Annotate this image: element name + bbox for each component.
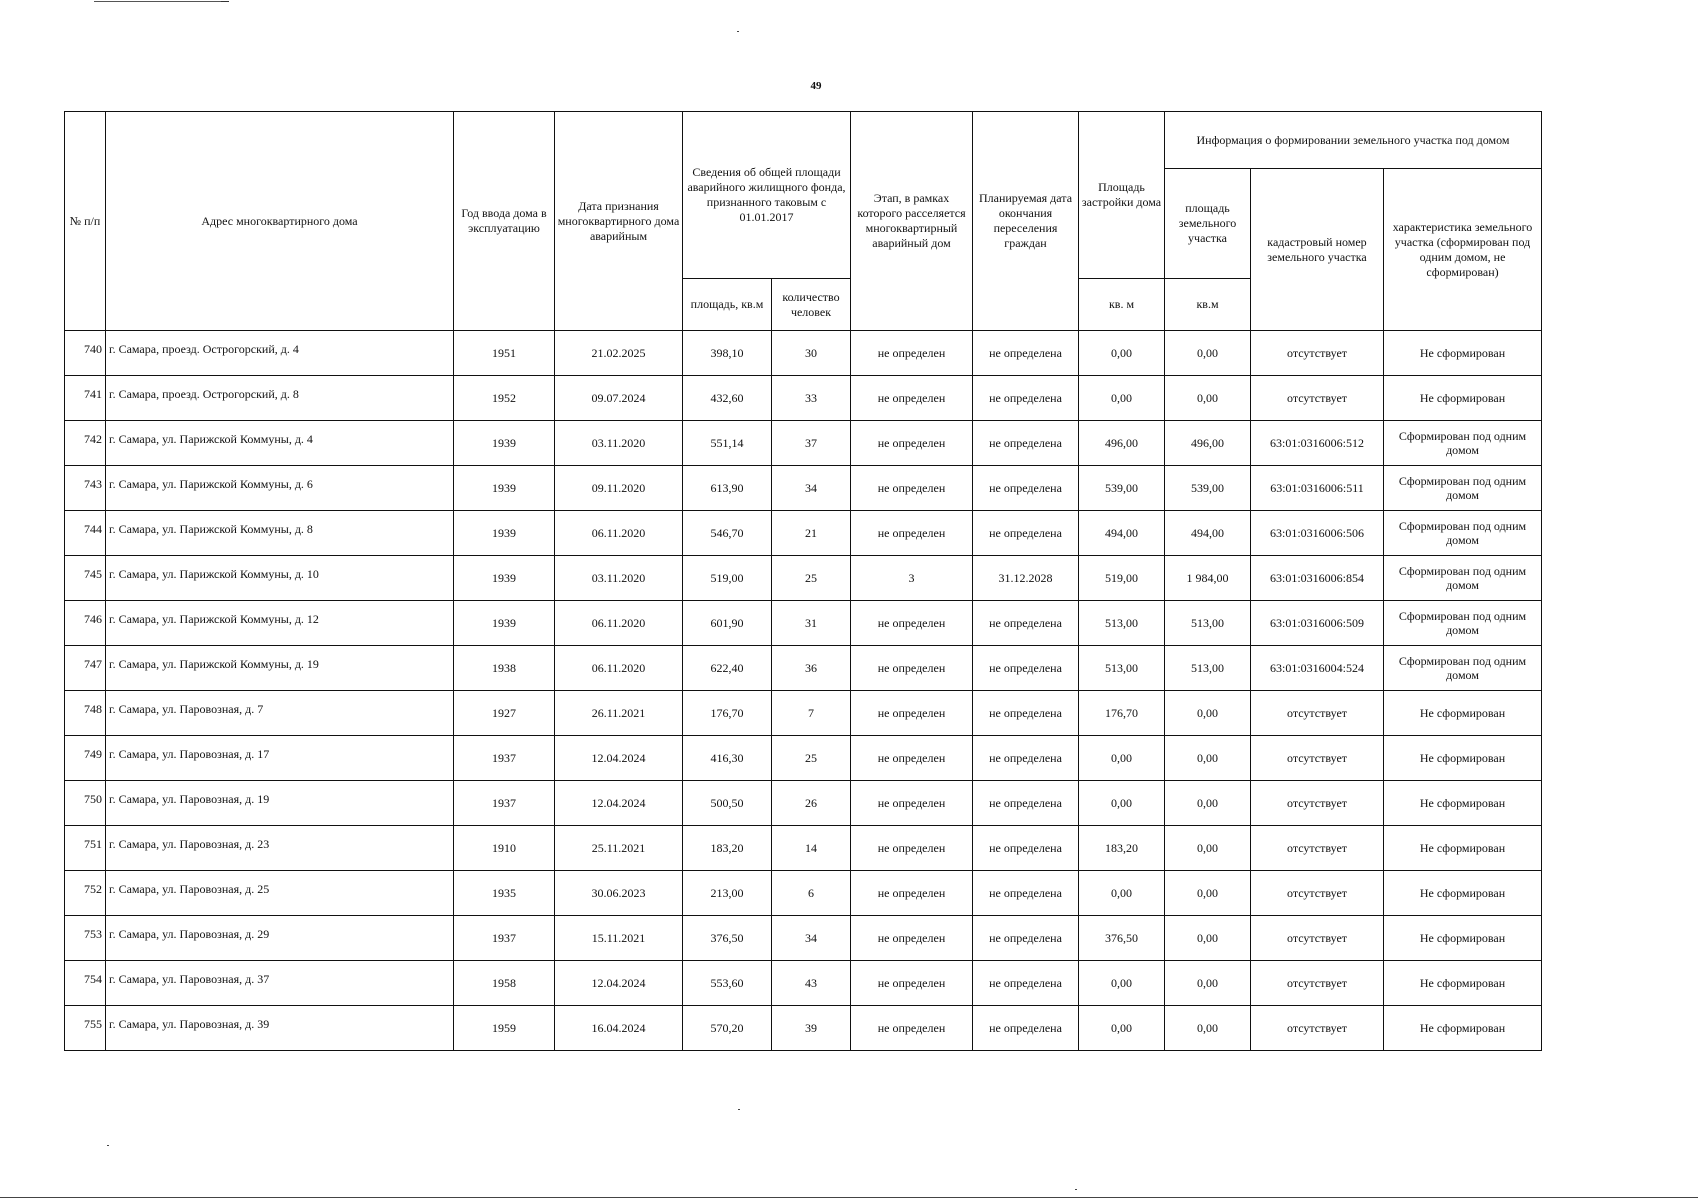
row-area: 622,40	[683, 646, 772, 691]
row-number: 741	[65, 376, 106, 421]
row-cadastral: 63:01:0316004:524	[1251, 646, 1384, 691]
row-recognition-date: 06.11.2020	[555, 601, 683, 646]
row-people: 26	[772, 781, 851, 826]
table-row	[65, 961, 1542, 1006]
table-row	[65, 646, 1542, 691]
row-status: Сформирован под одним домом	[1384, 466, 1542, 511]
header-land-area: площадь земельного участка	[1165, 169, 1251, 279]
row-status: Не сформирован	[1384, 871, 1542, 916]
table-row	[65, 556, 1542, 601]
row-planned-date: 31.12.2028	[973, 556, 1079, 601]
row-people: 34	[772, 916, 851, 961]
row-planned-date: не определена	[973, 871, 1079, 916]
row-cadastral: отсутствует	[1251, 871, 1384, 916]
row-people: 34	[772, 466, 851, 511]
row-address: г. Самара, проезд. Острогорский, д. 4	[106, 331, 454, 376]
row-stage: не определен	[851, 826, 973, 871]
row-land-area: 1 984,00	[1165, 556, 1251, 601]
emergency-housing-table	[64, 111, 1542, 1051]
bottom-scan-rule	[0, 1197, 1698, 1198]
row-building-area: 0,00	[1079, 1006, 1165, 1051]
scan-speck	[737, 31, 739, 32]
row-status: Не сформирован	[1384, 736, 1542, 781]
row-stage: не определен	[851, 691, 973, 736]
row-area: 519,00	[683, 556, 772, 601]
row-address: г. Самара, ул. Парижской Коммуны, д. 8	[106, 511, 454, 556]
row-cadastral: 63:01:0316006:511	[1251, 466, 1384, 511]
row-number: 747	[65, 646, 106, 691]
row-land-area: 0,00	[1165, 331, 1251, 376]
row-stage: не определен	[851, 916, 973, 961]
header-building-area: Площадь застройки дома	[1079, 112, 1165, 279]
row-land-area: 0,00	[1165, 376, 1251, 421]
row-area: 601,90	[683, 601, 772, 646]
row-planned-date: не определена	[973, 916, 1079, 961]
row-cadastral: отсутствует	[1251, 331, 1384, 376]
row-stage: не определен	[851, 871, 973, 916]
header-land-area-unit: кв.м	[1165, 279, 1251, 331]
table-row	[65, 331, 1542, 376]
row-area: 546,70	[683, 511, 772, 556]
row-number: 752	[65, 871, 106, 916]
row-status: Не сформирован	[1384, 1006, 1542, 1051]
row-land-area: 0,00	[1165, 871, 1251, 916]
page-number: 49	[810, 80, 822, 92]
row-status: Не сформирован	[1384, 826, 1542, 871]
row-people: 36	[772, 646, 851, 691]
row-number: 750	[65, 781, 106, 826]
row-address: г. Самара, ул. Парижской Коммуны, д. 4	[106, 421, 454, 466]
row-planned-date: не определена	[973, 736, 1079, 781]
row-year: 1952	[454, 376, 555, 421]
row-status: Сформирован под одним домом	[1384, 421, 1542, 466]
row-year: 1959	[454, 1006, 555, 1051]
row-number: 746	[65, 601, 106, 646]
row-planned-date: не определена	[973, 781, 1079, 826]
row-land-area: 0,00	[1165, 826, 1251, 871]
row-stage: не определен	[851, 601, 973, 646]
row-stage: не определен	[851, 511, 973, 556]
header-characteristic: характеристика земельного участка (сформирован под одним домом, не сформирован)	[1384, 169, 1542, 331]
row-address: г. Самара, ул. Паровозная, д. 7	[106, 691, 454, 736]
row-planned-date: не определена	[973, 826, 1079, 871]
table-row	[65, 511, 1542, 556]
table-row	[65, 421, 1542, 466]
row-status: Не сформирован	[1384, 781, 1542, 826]
row-status: Не сформирован	[1384, 916, 1542, 961]
row-number: 742	[65, 421, 106, 466]
row-people: 14	[772, 826, 851, 871]
row-address: г. Самара, ул. Паровозная, д. 19	[106, 781, 454, 826]
row-status: Не сформирован	[1384, 376, 1542, 421]
row-area: 398,10	[683, 331, 772, 376]
row-building-area: 376,50	[1079, 916, 1165, 961]
row-land-area: 0,00	[1165, 691, 1251, 736]
row-land-area: 513,00	[1165, 601, 1251, 646]
row-recognition-date: 09.11.2020	[555, 466, 683, 511]
row-building-area: 513,00	[1079, 601, 1165, 646]
row-stage: не определен	[851, 466, 973, 511]
table-row	[65, 826, 1542, 871]
row-land-area: 0,00	[1165, 736, 1251, 781]
table-row	[65, 871, 1542, 916]
row-recognition-date: 21.02.2025	[555, 331, 683, 376]
row-recognition-date: 12.04.2024	[555, 961, 683, 1006]
row-address: г. Самара, ул. Паровозная, д. 39	[106, 1006, 454, 1051]
row-cadastral: отсутствует	[1251, 781, 1384, 826]
table-row	[65, 781, 1542, 826]
table-row	[65, 601, 1542, 646]
row-recognition-date: 16.04.2024	[555, 1006, 683, 1051]
row-address: г. Самара, ул. Паровозная, д. 29	[106, 916, 454, 961]
row-cadastral: отсутствует	[1251, 1006, 1384, 1051]
row-building-area: 0,00	[1079, 736, 1165, 781]
row-recognition-date: 12.04.2024	[555, 736, 683, 781]
row-area: 183,20	[683, 826, 772, 871]
row-status: Сформирован под одним домом	[1384, 646, 1542, 691]
row-recognition-date: 12.04.2024	[555, 781, 683, 826]
row-people: 43	[772, 961, 851, 1006]
row-address: г. Самара, проезд. Острогорский, д. 8	[106, 376, 454, 421]
header-year: Год ввода дома в эксплуатацию	[454, 112, 555, 331]
table-row	[65, 466, 1542, 511]
table-row	[65, 691, 1542, 736]
header-cadastral: кадастровый номер земельного участка	[1251, 169, 1384, 331]
row-address: г. Самара, ул. Парижской Коммуны, д. 12	[106, 601, 454, 646]
row-people: 33	[772, 376, 851, 421]
row-stage: не определен	[851, 331, 973, 376]
row-address: г. Самара, ул. Паровозная, д. 37	[106, 961, 454, 1006]
row-cadastral: 63:01:0316006:506	[1251, 511, 1384, 556]
row-cadastral: 63:01:0316006:509	[1251, 601, 1384, 646]
row-recognition-date: 09.07.2024	[555, 376, 683, 421]
row-planned-date: не определена	[973, 376, 1079, 421]
row-year: 1939	[454, 601, 555, 646]
row-recognition-date: 26.11.2021	[555, 691, 683, 736]
row-year: 1939	[454, 556, 555, 601]
row-building-area: 176,70	[1079, 691, 1165, 736]
row-recognition-date: 25.11.2021	[555, 826, 683, 871]
row-cadastral: 63:01:0316006:512	[1251, 421, 1384, 466]
row-year: 1951	[454, 331, 555, 376]
row-area: 613,90	[683, 466, 772, 511]
row-year: 1939	[454, 511, 555, 556]
row-year: 1958	[454, 961, 555, 1006]
row-stage: не определен	[851, 421, 973, 466]
row-status: Не сформирован	[1384, 691, 1542, 736]
row-address: г. Самара, ул. Парижской Коммуны, д. 10	[106, 556, 454, 601]
row-cadastral: отсутствует	[1251, 826, 1384, 871]
row-building-area: 0,00	[1079, 376, 1165, 421]
header-area-sub: площадь, кв.м	[683, 279, 772, 331]
row-area: 376,50	[683, 916, 772, 961]
row-building-area: 0,00	[1079, 331, 1165, 376]
row-status: Не сформирован	[1384, 961, 1542, 1006]
table-row	[65, 916, 1542, 961]
row-area: 500,50	[683, 781, 772, 826]
header-building-area-unit: кв. м	[1079, 279, 1165, 331]
row-address: г. Самара, ул. Паровозная, д. 17	[106, 736, 454, 781]
header-land-info: Информация о формировании земельного участка под домом	[1165, 112, 1542, 169]
row-number: 748	[65, 691, 106, 736]
header-planned-date: Планируемая дата окончания переселения граждан	[973, 112, 1079, 331]
row-number: 744	[65, 511, 106, 556]
row-year: 1937	[454, 916, 555, 961]
scan-speck	[738, 1109, 740, 1110]
row-building-area: 494,00	[1079, 511, 1165, 556]
scan-speck	[1075, 1189, 1077, 1190]
table-row	[65, 1006, 1542, 1051]
row-number: 753	[65, 916, 106, 961]
row-planned-date: не определена	[973, 691, 1079, 736]
row-status: Сформирован под одним домом	[1384, 601, 1542, 646]
header-num: № п/п	[65, 112, 106, 331]
row-status: Сформирован под одним домом	[1384, 556, 1542, 601]
row-area: 432,60	[683, 376, 772, 421]
row-land-area: 0,00	[1165, 961, 1251, 1006]
row-number: 749	[65, 736, 106, 781]
row-people: 37	[772, 421, 851, 466]
row-address: г. Самара, ул. Паровозная, д. 23	[106, 826, 454, 871]
row-stage: не определен	[851, 376, 973, 421]
row-planned-date: не определена	[973, 961, 1079, 1006]
row-building-area: 519,00	[1079, 556, 1165, 601]
row-cadastral: отсутствует	[1251, 916, 1384, 961]
row-area: 416,30	[683, 736, 772, 781]
row-planned-date: не определена	[973, 466, 1079, 511]
row-address: г. Самара, ул. Парижской Коммуны, д. 19	[106, 646, 454, 691]
row-people: 21	[772, 511, 851, 556]
row-building-area: 183,20	[1079, 826, 1165, 871]
row-cadastral: 63:01:0316006:854	[1251, 556, 1384, 601]
row-year: 1937	[454, 781, 555, 826]
row-land-area: 0,00	[1165, 1006, 1251, 1051]
row-recognition-date: 03.11.2020	[555, 556, 683, 601]
row-land-area: 513,00	[1165, 646, 1251, 691]
row-stage: не определен	[851, 781, 973, 826]
row-number: 751	[65, 826, 106, 871]
row-people: 25	[772, 556, 851, 601]
table-row	[65, 376, 1542, 421]
row-recognition-date: 06.11.2020	[555, 646, 683, 691]
row-building-area: 513,00	[1079, 646, 1165, 691]
row-land-area: 0,00	[1165, 781, 1251, 826]
table-header	[65, 112, 1542, 331]
row-stage: не определен	[851, 736, 973, 781]
row-building-area: 0,00	[1079, 781, 1165, 826]
row-number: 755	[65, 1006, 106, 1051]
row-planned-date: не определена	[973, 646, 1079, 691]
row-area: 551,14	[683, 421, 772, 466]
row-building-area: 496,00	[1079, 421, 1165, 466]
row-planned-date: не определена	[973, 601, 1079, 646]
row-year: 1935	[454, 871, 555, 916]
header-recognition-date: Дата признания многоквартирного дома аварийным	[555, 112, 683, 331]
row-recognition-date: 15.11.2021	[555, 916, 683, 961]
row-people: 30	[772, 331, 851, 376]
row-people: 31	[772, 601, 851, 646]
row-year: 1939	[454, 421, 555, 466]
row-recognition-date: 03.11.2020	[555, 421, 683, 466]
row-status: Сформирован под одним домом	[1384, 511, 1542, 556]
row-number: 745	[65, 556, 106, 601]
row-people: 25	[772, 736, 851, 781]
row-stage: не определен	[851, 1006, 973, 1051]
header-area-info: Сведения об общей площади аварийного жилищного фонда, признанного таковым с 01.01.2017	[683, 112, 851, 279]
row-land-area: 496,00	[1165, 421, 1251, 466]
row-planned-date: не определена	[973, 331, 1079, 376]
row-status: Не сформирован	[1384, 331, 1542, 376]
row-address: г. Самара, ул. Парижской Коммуны, д. 6	[106, 466, 454, 511]
row-cadastral: отсутствует	[1251, 691, 1384, 736]
row-address: г. Самара, ул. Паровозная, д. 25	[106, 871, 454, 916]
row-building-area: 0,00	[1079, 871, 1165, 916]
row-land-area: 494,00	[1165, 511, 1251, 556]
row-building-area: 0,00	[1079, 961, 1165, 1006]
row-area: 553,60	[683, 961, 772, 1006]
row-planned-date: не определена	[973, 511, 1079, 556]
header-people-sub: количество человек	[772, 279, 851, 331]
row-cadastral: отсутствует	[1251, 736, 1384, 781]
row-area: 570,20	[683, 1006, 772, 1051]
row-number: 743	[65, 466, 106, 511]
table-body	[65, 331, 1542, 1051]
row-year: 1910	[454, 826, 555, 871]
row-area: 176,70	[683, 691, 772, 736]
row-planned-date: не определена	[973, 421, 1079, 466]
row-area: 213,00	[683, 871, 772, 916]
row-land-area: 539,00	[1165, 466, 1251, 511]
row-cadastral: отсутствует	[1251, 961, 1384, 1006]
row-people: 7	[772, 691, 851, 736]
row-year: 1927	[454, 691, 555, 736]
row-building-area: 539,00	[1079, 466, 1165, 511]
row-recognition-date: 06.11.2020	[555, 511, 683, 556]
row-number: 754	[65, 961, 106, 1006]
row-people: 6	[772, 871, 851, 916]
row-cadastral: отсутствует	[1251, 376, 1384, 421]
table-row	[65, 736, 1542, 781]
row-year: 1938	[454, 646, 555, 691]
row-planned-date: не определена	[973, 1006, 1079, 1051]
row-year: 1939	[454, 466, 555, 511]
top-scan-rule	[94, 1, 229, 2]
header-stage: Этап, в рамках которого расселяется многоквартирный аварийный дом	[851, 112, 973, 331]
row-stage: 3	[851, 556, 973, 601]
header-address: Адрес многоквартирного дома	[106, 112, 454, 331]
row-year: 1937	[454, 736, 555, 781]
row-land-area: 0,00	[1165, 916, 1251, 961]
row-stage: не определен	[851, 646, 973, 691]
row-stage: не определен	[851, 961, 973, 1006]
scan-speck	[107, 1145, 109, 1146]
top-scan-tick	[221, 1, 229, 2]
row-recognition-date: 30.06.2023	[555, 871, 683, 916]
row-number: 740	[65, 331, 106, 376]
row-people: 39	[772, 1006, 851, 1051]
